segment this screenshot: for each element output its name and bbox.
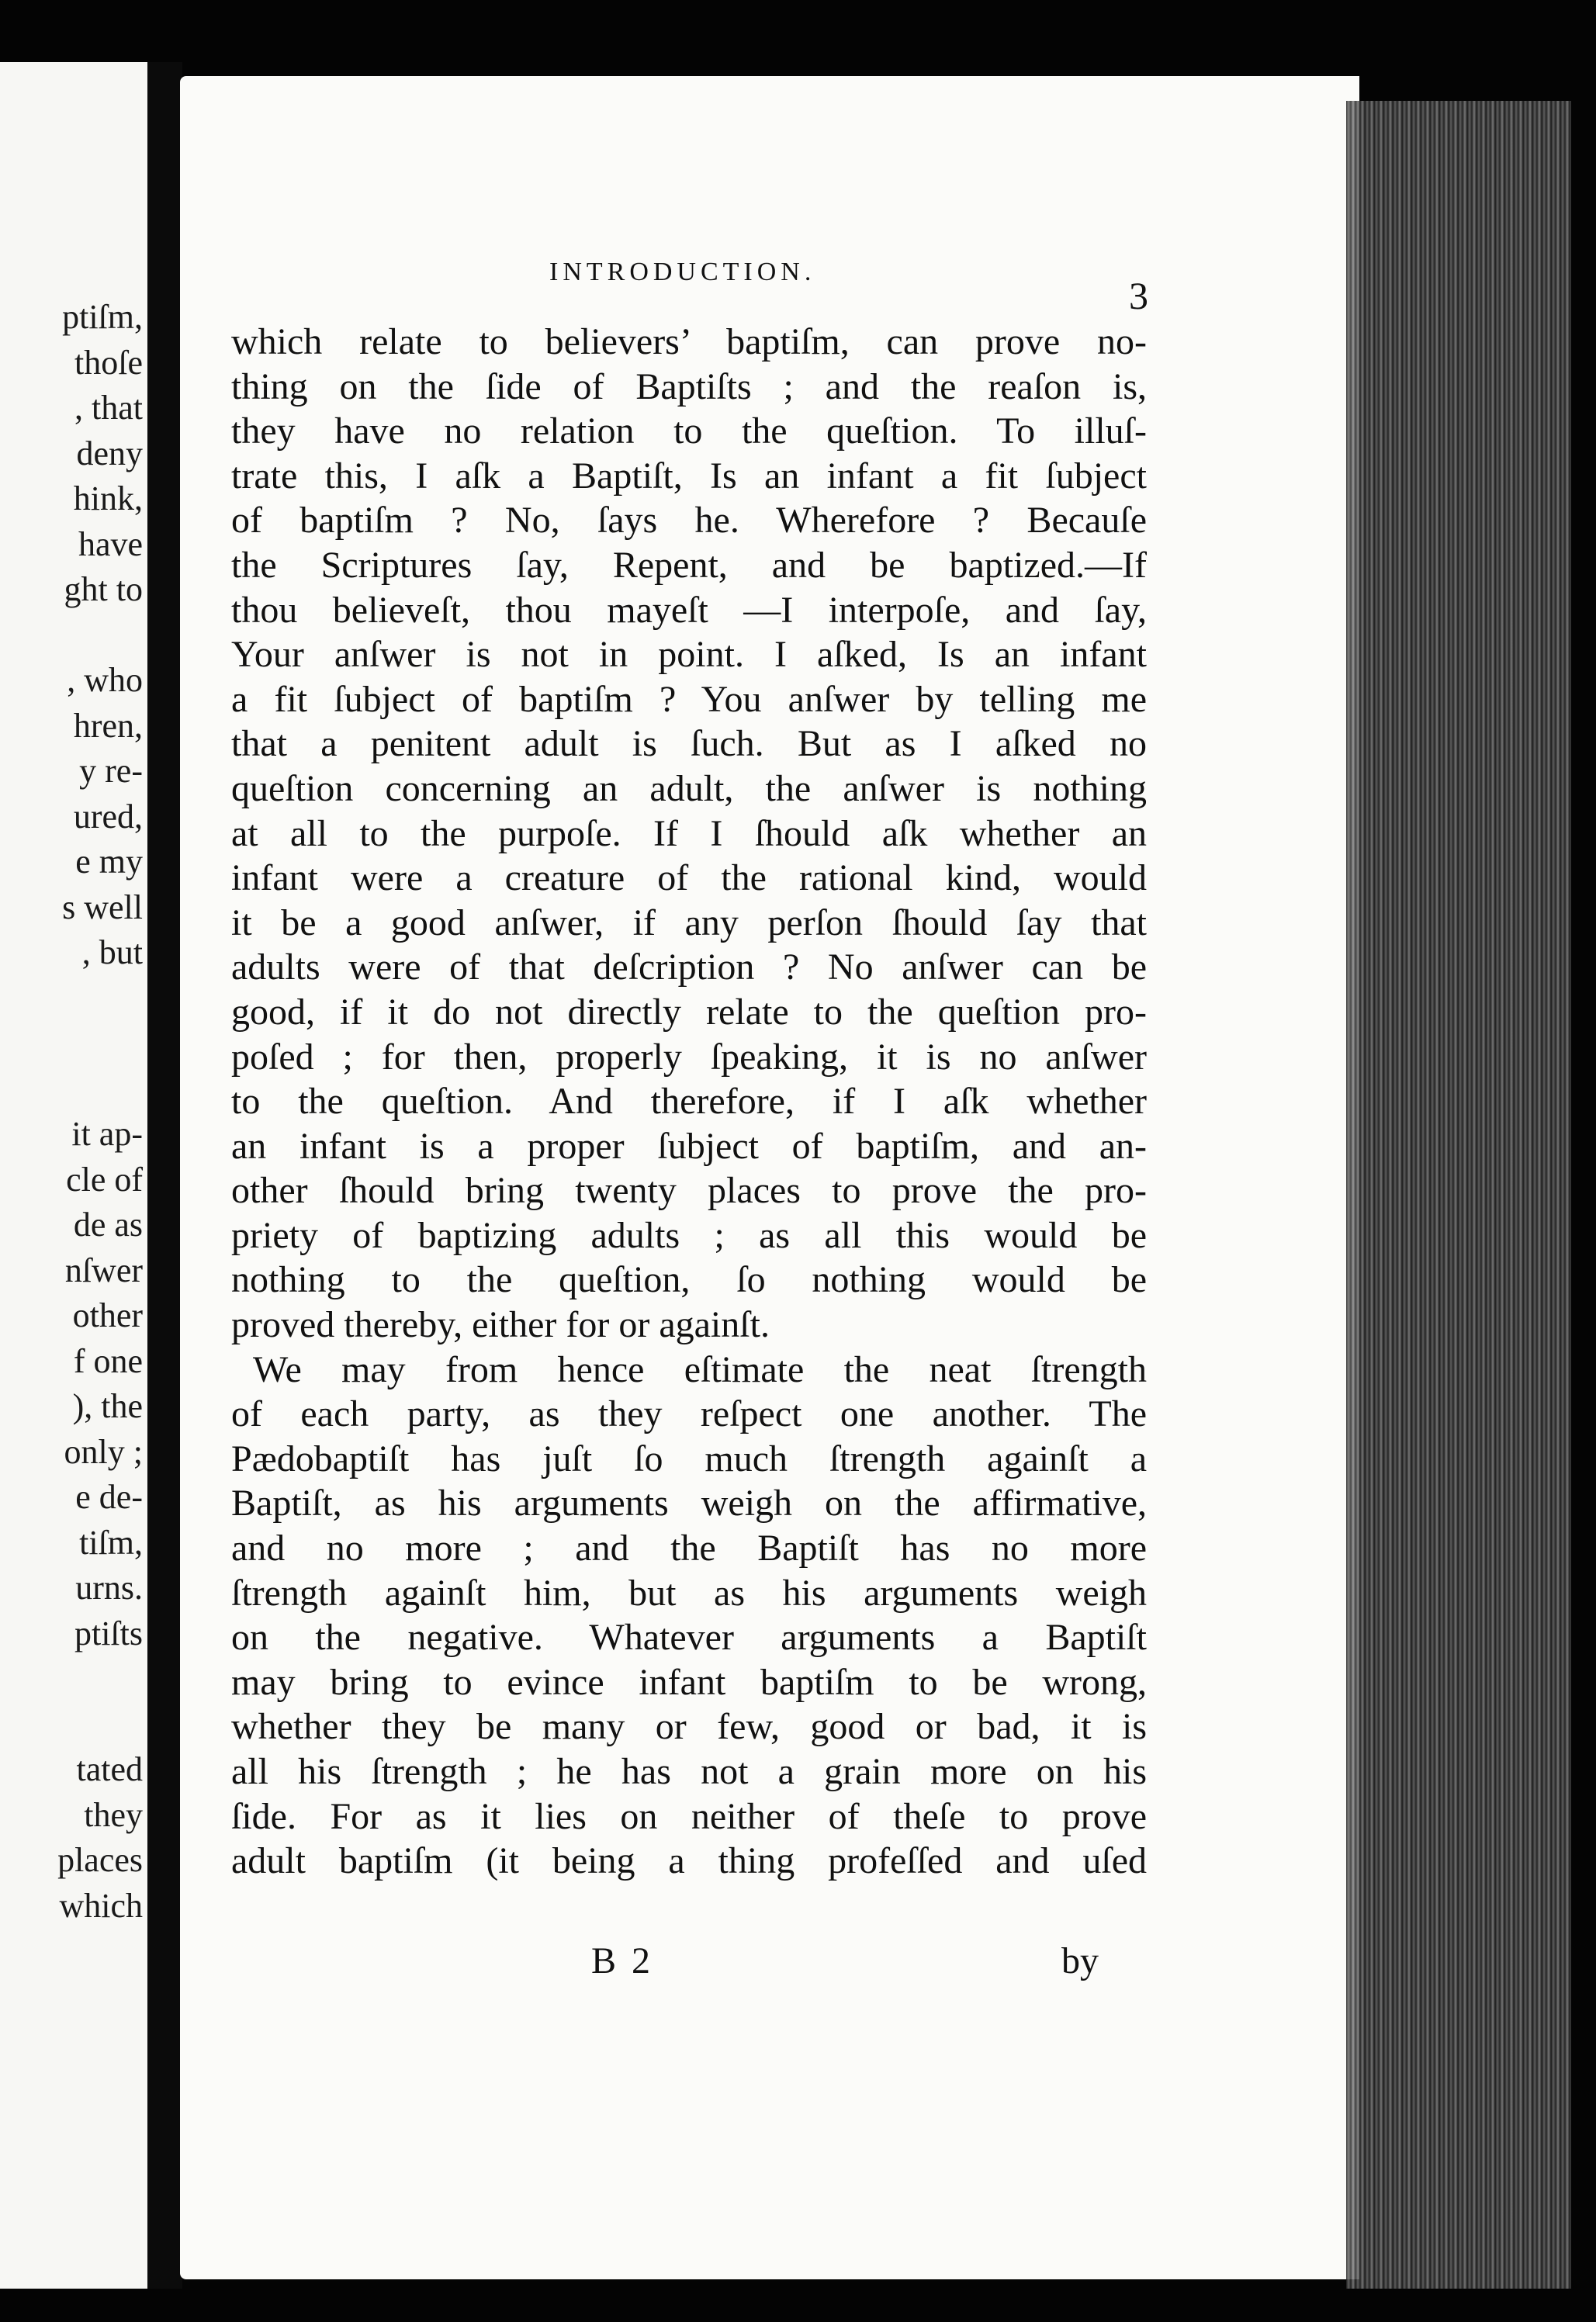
facing-page-line [3, 1702, 143, 1748]
facing-page-line: urns. [75, 1569, 143, 1607]
facing-page-line: which [59, 1886, 143, 1925]
text-line: ſide. For as it lies on neither of theſe to prove [231, 1795, 1147, 1837]
facing-page-line: places [57, 1841, 143, 1879]
text-line: that a penitent adult is ſuch. But as I aſked no [231, 723, 1147, 765]
facing-page-line: , but [81, 933, 143, 971]
page-number: 3 [1129, 274, 1148, 317]
facing-page-line: ght to [64, 570, 143, 608]
facing-page-line: f one [73, 1341, 143, 1380]
facing-page-line: tated [76, 1750, 143, 1788]
text-line: proved thereby, either for or againſt. [231, 1304, 770, 1346]
text-line: infant were a creature of the rational kind, would [231, 857, 1147, 899]
text-line: whether they be many or few, good or bad, it is [231, 1706, 1147, 1748]
facing-page-line: ptiſts [74, 1614, 143, 1652]
facing-page-line: ptiſm, [62, 298, 143, 336]
facing-page-line [3, 1021, 143, 1067]
facing-page-line: cle of [66, 1160, 143, 1199]
text-line: thou believeſt, thou mayeſt —I interpoſe, and ſay, [231, 589, 1147, 631]
text-line: a fit ſubject of baptiſm ? You anſwer by telling me [231, 678, 1147, 720]
facing-page-line [3, 1656, 143, 1702]
text-line: Your anſwer is not in point. I aſked, Is an infant [231, 634, 1147, 676]
facing-page-left [0, 62, 152, 2289]
text-line: other ſhould bring twenty places to prove the pro- [231, 1170, 1147, 1212]
text-line: the Scriptures ſay, Repent, and be baptized.—If [231, 544, 1147, 586]
facing-page-line: thoſe [74, 343, 143, 382]
text-line: We may from hence eſtimate the neat ſtrength [253, 1348, 1147, 1390]
text-line: adult baptiſm (it being a thing profeſſed and uſed [231, 1840, 1147, 1882]
text-line: nothing to the queſtion, ſo nothing would be [231, 1259, 1147, 1301]
facing-page-line [3, 613, 143, 659]
text-line: poſed ; for then, properly ſpeaking, it is no anſwer [231, 1036, 1147, 1078]
text-line: to the queſtion. And therefore, if I aſk whether [231, 1081, 1147, 1123]
facing-page-line: e de- [75, 1478, 143, 1516]
text-line: at all to the purpoſe. If I ſhould aſk whether an [231, 812, 1147, 854]
facing-page-line: it ap- [71, 1115, 143, 1153]
catchword: by [1061, 1940, 1099, 1981]
facing-page-line: hren, [73, 706, 143, 745]
text-line: they have no relation to the queſtion. To illuſ- [231, 410, 1147, 452]
facing-page-line: only ; [64, 1432, 143, 1471]
text-line: Pædobaptiſt has juſt ſo much ſtrength againſt a [231, 1438, 1147, 1479]
text-line: an infant is a proper ſubject of baptiſm, and an- [231, 1125, 1147, 1167]
book-gutter [147, 62, 182, 2289]
text-line: queſtion concerning an adult, the anſwer is nothing [231, 767, 1147, 809]
facing-page-line: s well [62, 888, 143, 926]
facing-page-line: they [84, 1795, 143, 1834]
body-text [231, 320, 1147, 1884]
running-head: INTRODUCTION. [549, 258, 816, 286]
facing-page-line: , that [74, 389, 143, 427]
text-line: trate this, I aſk a Baptiſt, Is an infant a fit ſubject [231, 455, 1147, 497]
facing-page-line: other [72, 1296, 143, 1334]
text-line: ſtrength againſt him, but as his arguments weigh [231, 1572, 1147, 1614]
text-line: it be a good anſwer, if any perſon ſhould ſay that [231, 901, 1147, 943]
facing-page-line: nſwer [64, 1251, 143, 1289]
facing-page-line [3, 1067, 143, 1113]
facing-page-line: deny [76, 434, 143, 472]
text-line: of baptiſm ? No, ſays he. Wherefore ? Becauſe [231, 500, 1147, 542]
text-line: which relate to believers’ baptiſm, can prove no- [231, 321, 1147, 362]
text-line: may bring to evince infant baptiſm to be wrong, [231, 1661, 1147, 1703]
facing-page-line: , who [67, 661, 143, 699]
facing-page-text [3, 295, 143, 1929]
signature-mark: B 2 [591, 1940, 654, 1981]
text-line: thing on the ſide of Baptiſts ; and the reaſon is, [231, 365, 1147, 407]
facing-page-line: e my [75, 843, 143, 881]
text-line: and no more ; and the Baptiſt has no more [231, 1528, 1147, 1569]
facing-page-line: have [78, 524, 143, 563]
facing-page-line: tiſm, [79, 1523, 143, 1562]
facing-page-line: de as [73, 1206, 143, 1244]
text-line: good, if it do not directly relate to the queſtion pro- [231, 991, 1147, 1033]
facing-page-line: ), the [72, 1387, 143, 1425]
text-line: all his ſtrength ; he has not a grain more on his [231, 1751, 1147, 1792]
text-line: adults were of that deſcription ? No anſwer can be [231, 946, 1147, 988]
text-line: of each party, as they reſpect one another. The [231, 1393, 1147, 1435]
facing-page-line [3, 976, 143, 1022]
text-line: priety of baptizing adults ; as all this would be [231, 1214, 1147, 1256]
page-block-edge [1346, 101, 1571, 2289]
facing-page-line: ured, [73, 797, 143, 836]
facing-page-line: hink, [73, 479, 143, 517]
text-line: Baptiſt, as his arguments weigh on the affirmative, [231, 1483, 1147, 1524]
facing-page-line: y re- [79, 752, 143, 790]
text-line: on the negative. Whatever arguments a Baptiſt [231, 1617, 1147, 1659]
